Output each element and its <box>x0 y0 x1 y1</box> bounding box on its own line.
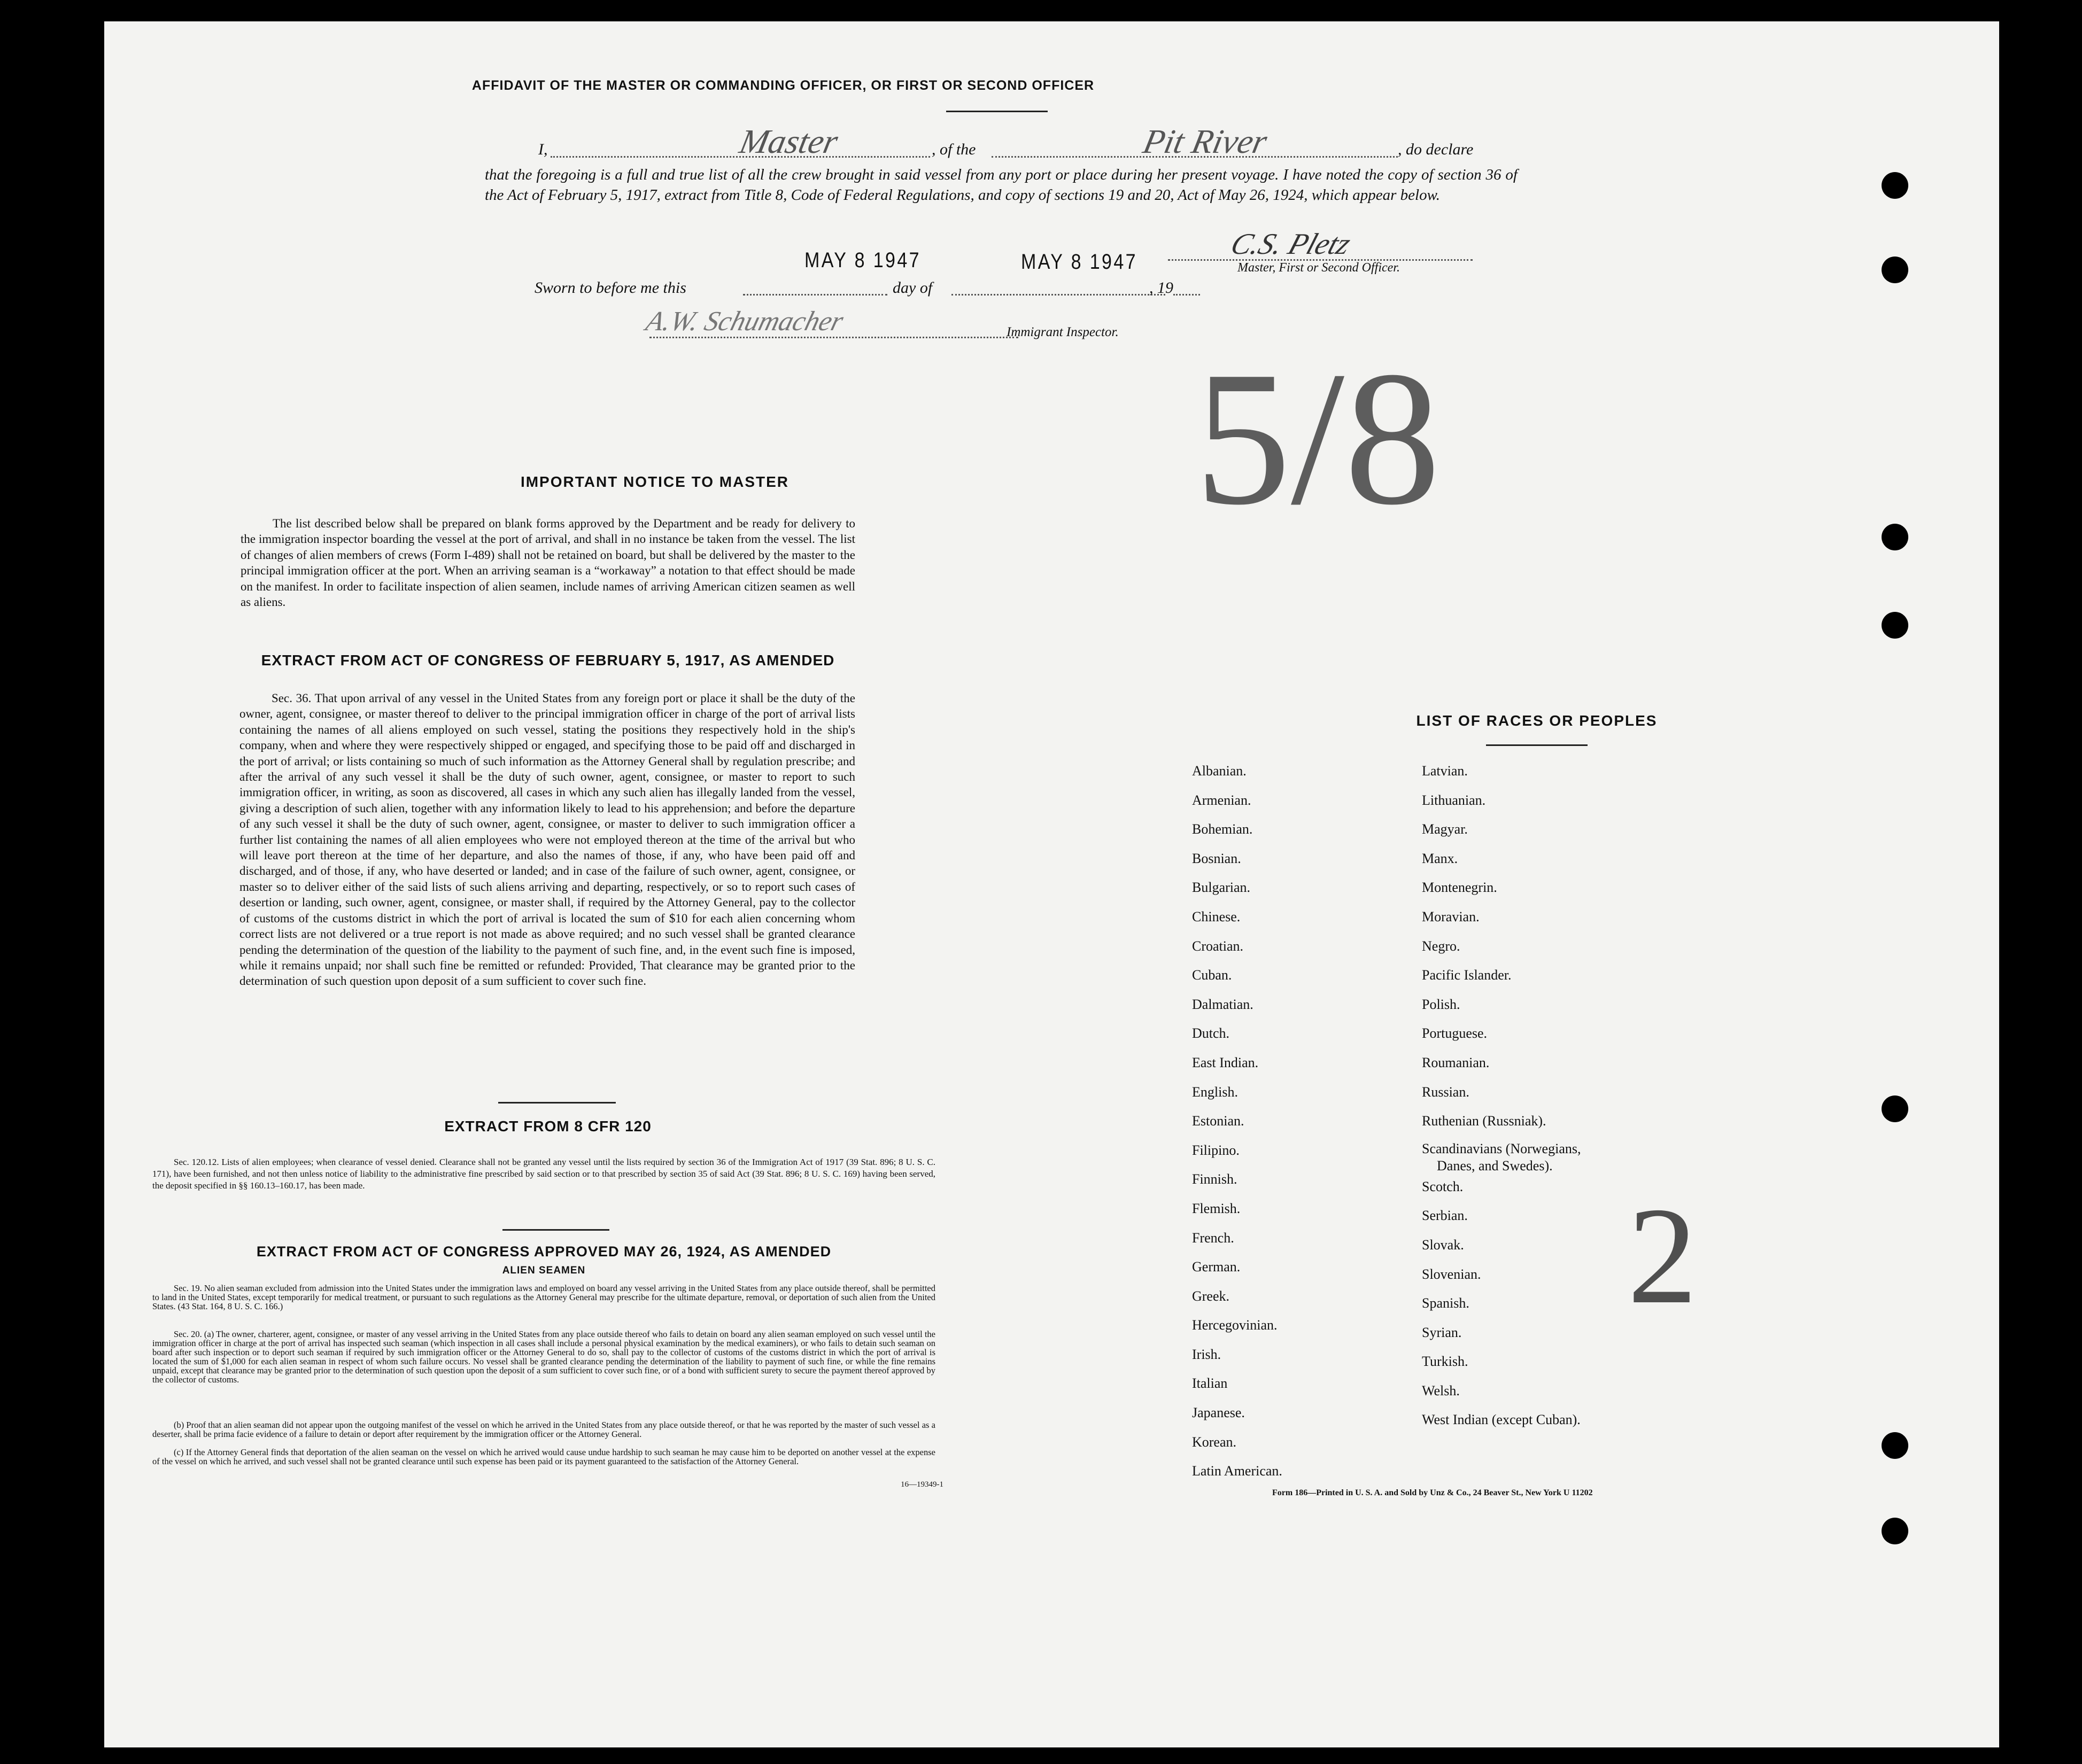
race-item: Bosnian. <box>1192 850 1241 866</box>
notice-title: IMPORTANT NOTICE TO MASTER <box>520 473 790 490</box>
punch-hole <box>1882 612 1908 639</box>
race-item: Flemish. <box>1192 1200 1241 1216</box>
race-item: Pacific Islander. <box>1422 967 1512 983</box>
master-name-handwriting: Master <box>736 122 841 160</box>
race-item: Bohemian. <box>1192 821 1253 837</box>
race-item: Korean. <box>1192 1434 1237 1450</box>
race-item: Dutch. <box>1192 1025 1230 1042</box>
extract-1924-sec20c: (c) If the Attorney General finds that deportation of the alien seaman on the vessel on which he arrived would cause undue hardship to such seaman he may cause him to be deported on another vessel at the expense of the vessel on which he arrived, and such vessel shall not be granted clearance until such expense has been paid or its payment guaranteed to the satisfaction of the Attorney General. <box>152 1447 935 1466</box>
race-item: Greek. <box>1192 1288 1230 1304</box>
extract-1917-body: Sec. 36. That upon arrival of any vessel in the United States from any foreign port or place it shall be the duty of the owner, agent, consignee, or master thereof to deliver to the principal immigration officer in charge of the port of arrival lists containing the names of all aliens employed on such vessel, stating the positions they respectively hold in the ship's company, when and where they were respectively shipped or engaged, and specifying those to be paid off and discharged in the port of arrival; or lists containing so much of such information as the Attorney General shall by regulation prescribe; and after the arrival of any such vessel it shall be the duty of such owner, agent, consignee, or master to report to such immigration officer, in writing, as soon as discovered, all cases in which any such alien has illegally landed from the vessel, giving a description of such alien, together with any information likely to lead to his apprehension; and before the departure of any such vessel it shall be the duty of such owner, agent, consignee, or master to deliver to such immigration officer a further list containing the names of all alien employees who were not employed thereon at the time of the arrival but who will leave port thereon at the time of her departure, and also the names of those, if any, who have been paid off and discharged, and of those, if any, who have deserted or landed; and in case of the failure of such owner, agent, consignee, or master so to deliver either of the said lists of such aliens arriving and departing, respectively, or so to report such cases of desertion or landing, such owner, agent, consignee, or master shall, if required by the Attorney General, pay to the collector of customs of the customs district in which the port of arrival is located the sum of $10 for each alien concerning whom correct lists are not delivered or a true report is not made as above required; and no such vessel shall be granted clearance pending the determination of the question of the liability to the payment of such fine, and, in the event such fine is imposed, while it remains unpaid; nor shall such fine be remitted or refunded: Provided, That clearance may be granted prior to the determination of such question upon deposit of a sum sufficient to cover such fine. <box>239 691 855 988</box>
race-item: Estonian. <box>1192 1113 1244 1129</box>
race-item: Croatian. <box>1192 938 1244 954</box>
date-stamp-2: MAY 8 1947 <box>1021 250 1137 274</box>
race-item: Welsh. <box>1422 1382 1460 1398</box>
handwritten-mark: 2 <box>1628 1179 1697 1333</box>
race-item: Montenegrin. <box>1422 880 1497 896</box>
extract-1917-title: EXTRACT FROM ACT OF CONGRESS OF FEBRUARY 5, 1917, AS AMENDED <box>261 652 835 669</box>
affidavit-of-the: , of the <box>932 141 976 158</box>
race-item: German. <box>1192 1259 1241 1275</box>
race-item-multiline <box>1422 1136 1581 1172</box>
races-title-rule <box>1486 744 1588 746</box>
punch-hole <box>1882 1432 1908 1459</box>
punch-hole <box>1882 1095 1908 1122</box>
affidavit-title-rule <box>946 111 1048 112</box>
affidavit-body: that the foregoing is a full and true list of all the crew brought in said vessel from any port or place during her present voyage. I have noted the copy of section 36 of the Act of February 5, 1917, extract from Title 8, Code of Federal Regulations, and copy of sections 19 and 20, Act of May 26, 1924, which appear below. <box>485 166 1518 204</box>
inspector-signature: A.W. Schumacher <box>643 306 847 337</box>
race-item: Filipino. <box>1192 1142 1240 1158</box>
race-item: Magyar. <box>1422 821 1468 837</box>
race-item: East Indian. <box>1192 1054 1259 1070</box>
form-code: 16—19349-1 <box>901 1480 943 1489</box>
race-item: Japanese. <box>1192 1405 1245 1421</box>
race-item: English. <box>1192 1084 1238 1100</box>
sworn-label: Sworn to before me this <box>535 279 686 297</box>
sworn-day-of: day of <box>893 279 933 297</box>
affidavit-i-label: I, <box>538 141 548 158</box>
sworn-day-blank <box>743 294 887 296</box>
race-item: Roumanian. <box>1422 1054 1490 1070</box>
race-item-line: Scandinavians (Norwegians, <box>1422 1140 1581 1156</box>
punch-hole <box>1882 172 1908 199</box>
race-item: Chinese. <box>1192 908 1241 924</box>
race-item: Dalmatian. <box>1192 996 1253 1012</box>
race-item: Finnish. <box>1192 1171 1237 1187</box>
race-item: West Indian (except Cuban). <box>1422 1412 1581 1428</box>
race-item: Slovak. <box>1422 1237 1464 1253</box>
races-title: LIST OF RACES OR PEOPLES <box>1416 712 1658 729</box>
section-rule <box>502 1229 609 1231</box>
extract-1924-title: EXTRACT FROM ACT OF CONGRESS APPROVED MAY 26, 1924, AS AMENDED <box>256 1244 832 1260</box>
race-item: Cuban. <box>1192 967 1232 983</box>
sworn-month-blank <box>951 294 1165 296</box>
punch-hole <box>1882 524 1908 550</box>
race-item: Lithuanian. <box>1422 792 1486 808</box>
race-item: Syrian. <box>1422 1324 1462 1340</box>
race-item: Slovenian. <box>1422 1266 1481 1282</box>
race-item: Portuguese. <box>1422 1025 1488 1042</box>
notice-body: The list described below shall be prepared on blank forms approved by the Department and be ready for delivery to the immigration inspector boarding the vessel at the port of arrival, and shall in no instance be taken from the vessel. The list of changes of alien members of crews (Form I-489) shall not be retained on board, but shall be delivered by the master to the principal immigration officer at the port. When an arriving seaman is a “workaway” a notation to that effect should be made on the manifest. In order to facilitate inspection of alien seamen, include names of arriving American citizen seamen as well as aliens. <box>241 517 855 609</box>
races-left-column <box>1192 757 1282 1486</box>
races-right-column <box>1422 757 1581 1435</box>
section-rule <box>498 1102 616 1104</box>
date-stamp-1: MAY 8 1947 <box>804 248 921 272</box>
handwritten-mark: 5/8 <box>1195 331 1441 545</box>
race-item: Moravian. <box>1422 908 1480 924</box>
document-page <box>104 21 1999 1747</box>
race-item: Irish. <box>1192 1346 1221 1362</box>
officer-signature: C.S. Pletz <box>1226 228 1355 261</box>
race-item: Manx. <box>1422 850 1458 866</box>
punch-hole <box>1882 1518 1908 1544</box>
extract-cfr-body: Sec. 120.12. Lists of alien employees; when clearance of vessel denied. Clearance shall not be granted any vessel until the lists required by section 36 of the Immigration Act of 1917 (39 Stat. 896; 8 U. S. C. 171), have been furnished, and not then unless notice of liability to the administrative fine prescribed by said section or to that prescribed by section 35 of said Act (39 Stat. 896; 8 U. S. C. 169) having been served, the deposit specified in §§ 160.13–160.17, has been made. <box>152 1157 935 1191</box>
officer-title: Master, First or Second Officer. <box>1237 261 1400 275</box>
inspector-title: Immigrant Inspector. <box>1007 325 1119 339</box>
sworn-year: , 19 <box>1149 279 1173 297</box>
affidavit-title: AFFIDAVIT OF THE MASTER OR COMMANDING OFFICER, OR FIRST OR SECOND OFFICER <box>471 78 1095 93</box>
race-item: Negro. <box>1422 938 1460 954</box>
race-item: Armenian. <box>1192 792 1251 808</box>
race-item-line: Danes, and Swedes). <box>1437 1157 1553 1174</box>
extract-1924-sec20b: (b) Proof that an alien seaman did not appear upon the outgoing manifest of the vessel on which he arrived in the United States from any place outside thereof, or that he was reported by the master of such vessel as a deserter, shall be prima facie evidence of a failure to detain or deport after requirement by the immigration officer or the Attorney General. <box>152 1420 935 1439</box>
race-item: Polish. <box>1422 996 1460 1012</box>
vessel-name-handwriting: Pit River <box>1140 122 1271 160</box>
race-item: Spanish. <box>1422 1295 1469 1311</box>
race-item: Italian <box>1192 1376 1228 1392</box>
extract-1924-sec19: Sec. 19. No alien seaman excluded from admission into the United States under the immigration laws and employed on board any vessel arriving in the United States from any place outside thereof, shall be permitted to land in the United States, except temporarily for medical treatment, or pursuant to such regulations as the Attorney General may prescribe for the ultimate departure, removal, or deportation of such alien from the United States. (43 Stat. 164, 8 U. S. C. 166.) <box>152 1283 935 1311</box>
race-item: Serbian. <box>1422 1208 1468 1224</box>
sworn-year-blank <box>1173 294 1200 296</box>
punch-hole <box>1882 257 1908 283</box>
race-item: Albanian. <box>1192 763 1247 779</box>
affidavit-do-declare: , do declare <box>1398 141 1474 158</box>
race-item: Russian. <box>1422 1084 1469 1100</box>
race-item: Turkish. <box>1422 1354 1468 1370</box>
extract-cfr-title: EXTRACT FROM 8 CFR 120 <box>444 1118 652 1134</box>
race-item: Ruthenian (Russniak). <box>1422 1113 1546 1129</box>
race-item: Bulgarian. <box>1192 880 1251 896</box>
race-item: French. <box>1192 1230 1234 1246</box>
form-footer: Form 186—Printed in U. S. A. and Sold by Unz & Co., 24 Beaver St., New York U 11202 <box>1272 1488 1593 1497</box>
extract-1924-sec20a: Sec. 20. (a) The owner, charterer, agent, consignee, or master of any vessel arriving in the United States from any place outside thereof who fails to detain on board any alien seaman employed on such vessel until the immigration officer in charge at the port of arrival has inspected such seaman (which inspection in all cases shall include a personal physical examination by the medical examiners), or who fails to detain such seaman on board after such inspection or to deport such seaman if required by such immigration officer or the Attorney General to do so, shall pay to the collector of customs of the customs district in which the port of arrival is located the sum of $1,000 for each alien seaman in respect of whom such failure occurs. No vessel shall be granted clearance pending the determination of the liability to payment of such fine, or while the fine remains unpaid, except that clearance may be granted prior to the determination of such question upon the deposit of a sum sufficient to cover such fine, or of a bond with sufficient surety to secure the payment thereof approved by the collector of customs. <box>152 1329 935 1385</box>
race-item: Latvian. <box>1422 763 1468 779</box>
race-item: Hercegovinian. <box>1192 1317 1278 1333</box>
race-item: Scotch. <box>1422 1178 1464 1194</box>
extract-1924-subtitle: ALIEN SEAMEN <box>502 1265 586 1276</box>
race-item: Latin American. <box>1192 1463 1282 1479</box>
